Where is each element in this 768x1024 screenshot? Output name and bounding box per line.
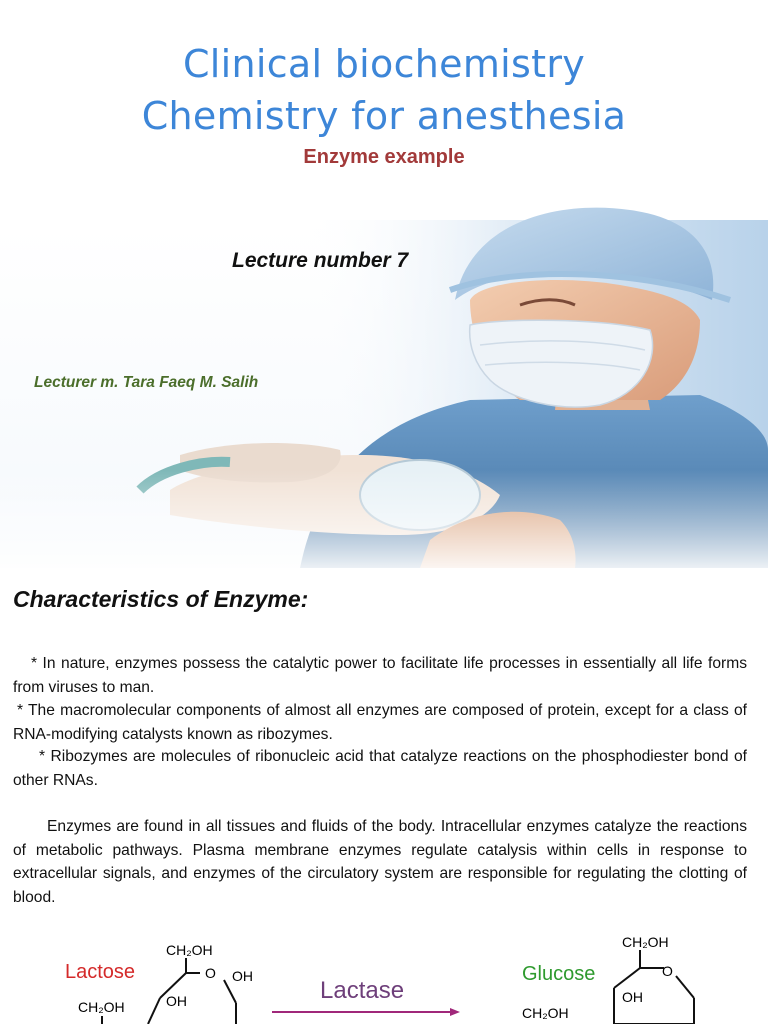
lactose-oh-right: OH [232,968,253,984]
slide-title-line-2: Chemistry for anesthesia [141,94,627,138]
paragraph-locations: Enzymes are found in all tissues and fluids of the body. Intracellular enzymes catalyze the reactions of metabolic pathways. Plasma membrane enzymes regulate catalysis within cells in response to extracellular signals, and enzymes of the circulatory system are responsible for regulating the clotting of blood. [13,818,747,906]
slide-subtitle: Enzyme example [303,146,465,168]
lactose-to-glucose-diagram [0,928,768,1024]
slide-title-line-1: Clinical biochemistry [182,42,586,86]
glucose-oh-inner: OH [622,989,643,1005]
lactose-ch2oh-top: CH₂OH [166,942,213,958]
lecturer-name: Lecturer m. Tara Faeq M. Salih [34,374,259,391]
section-heading: Characteristics of Enzyme: [13,586,309,612]
lecture-number: Lecture number 7 [232,249,409,272]
glucose-structure [614,950,694,1024]
paragraph-ribozymes: * Ribozymes are molecules of ribonucleic acid that catalyze reactions on the phosphodiester bond of other RNAs. [13,748,747,789]
paragraph-nature: * In nature, enzymes possess the catalytic power to facilitate life processes in essentially all life forms from viruses to man. [13,655,747,696]
substrate-label: Lactose [65,961,136,983]
glucose-ch2oh-second: CH₂OH [522,1005,569,1021]
paragraph-macromolecular: * The macromolecular components of almost all enzymes are composed of protein, except for a class of RNA-modifying catalysts known as ribozymes. [13,702,747,743]
enzyme-label: Lactase [320,977,405,1004]
glucose-ch2oh-top: CH₂OH [622,934,669,950]
lactose-oh-inner: OH [166,993,187,1009]
reaction-arrow [272,1008,460,1016]
lactose-ch2oh-second: CH₂OH [78,999,125,1015]
lactose-ring-oxygen: O [205,965,216,981]
glucose-ring-oxygen: O [662,963,673,979]
product-label: Glucose [522,963,596,985]
